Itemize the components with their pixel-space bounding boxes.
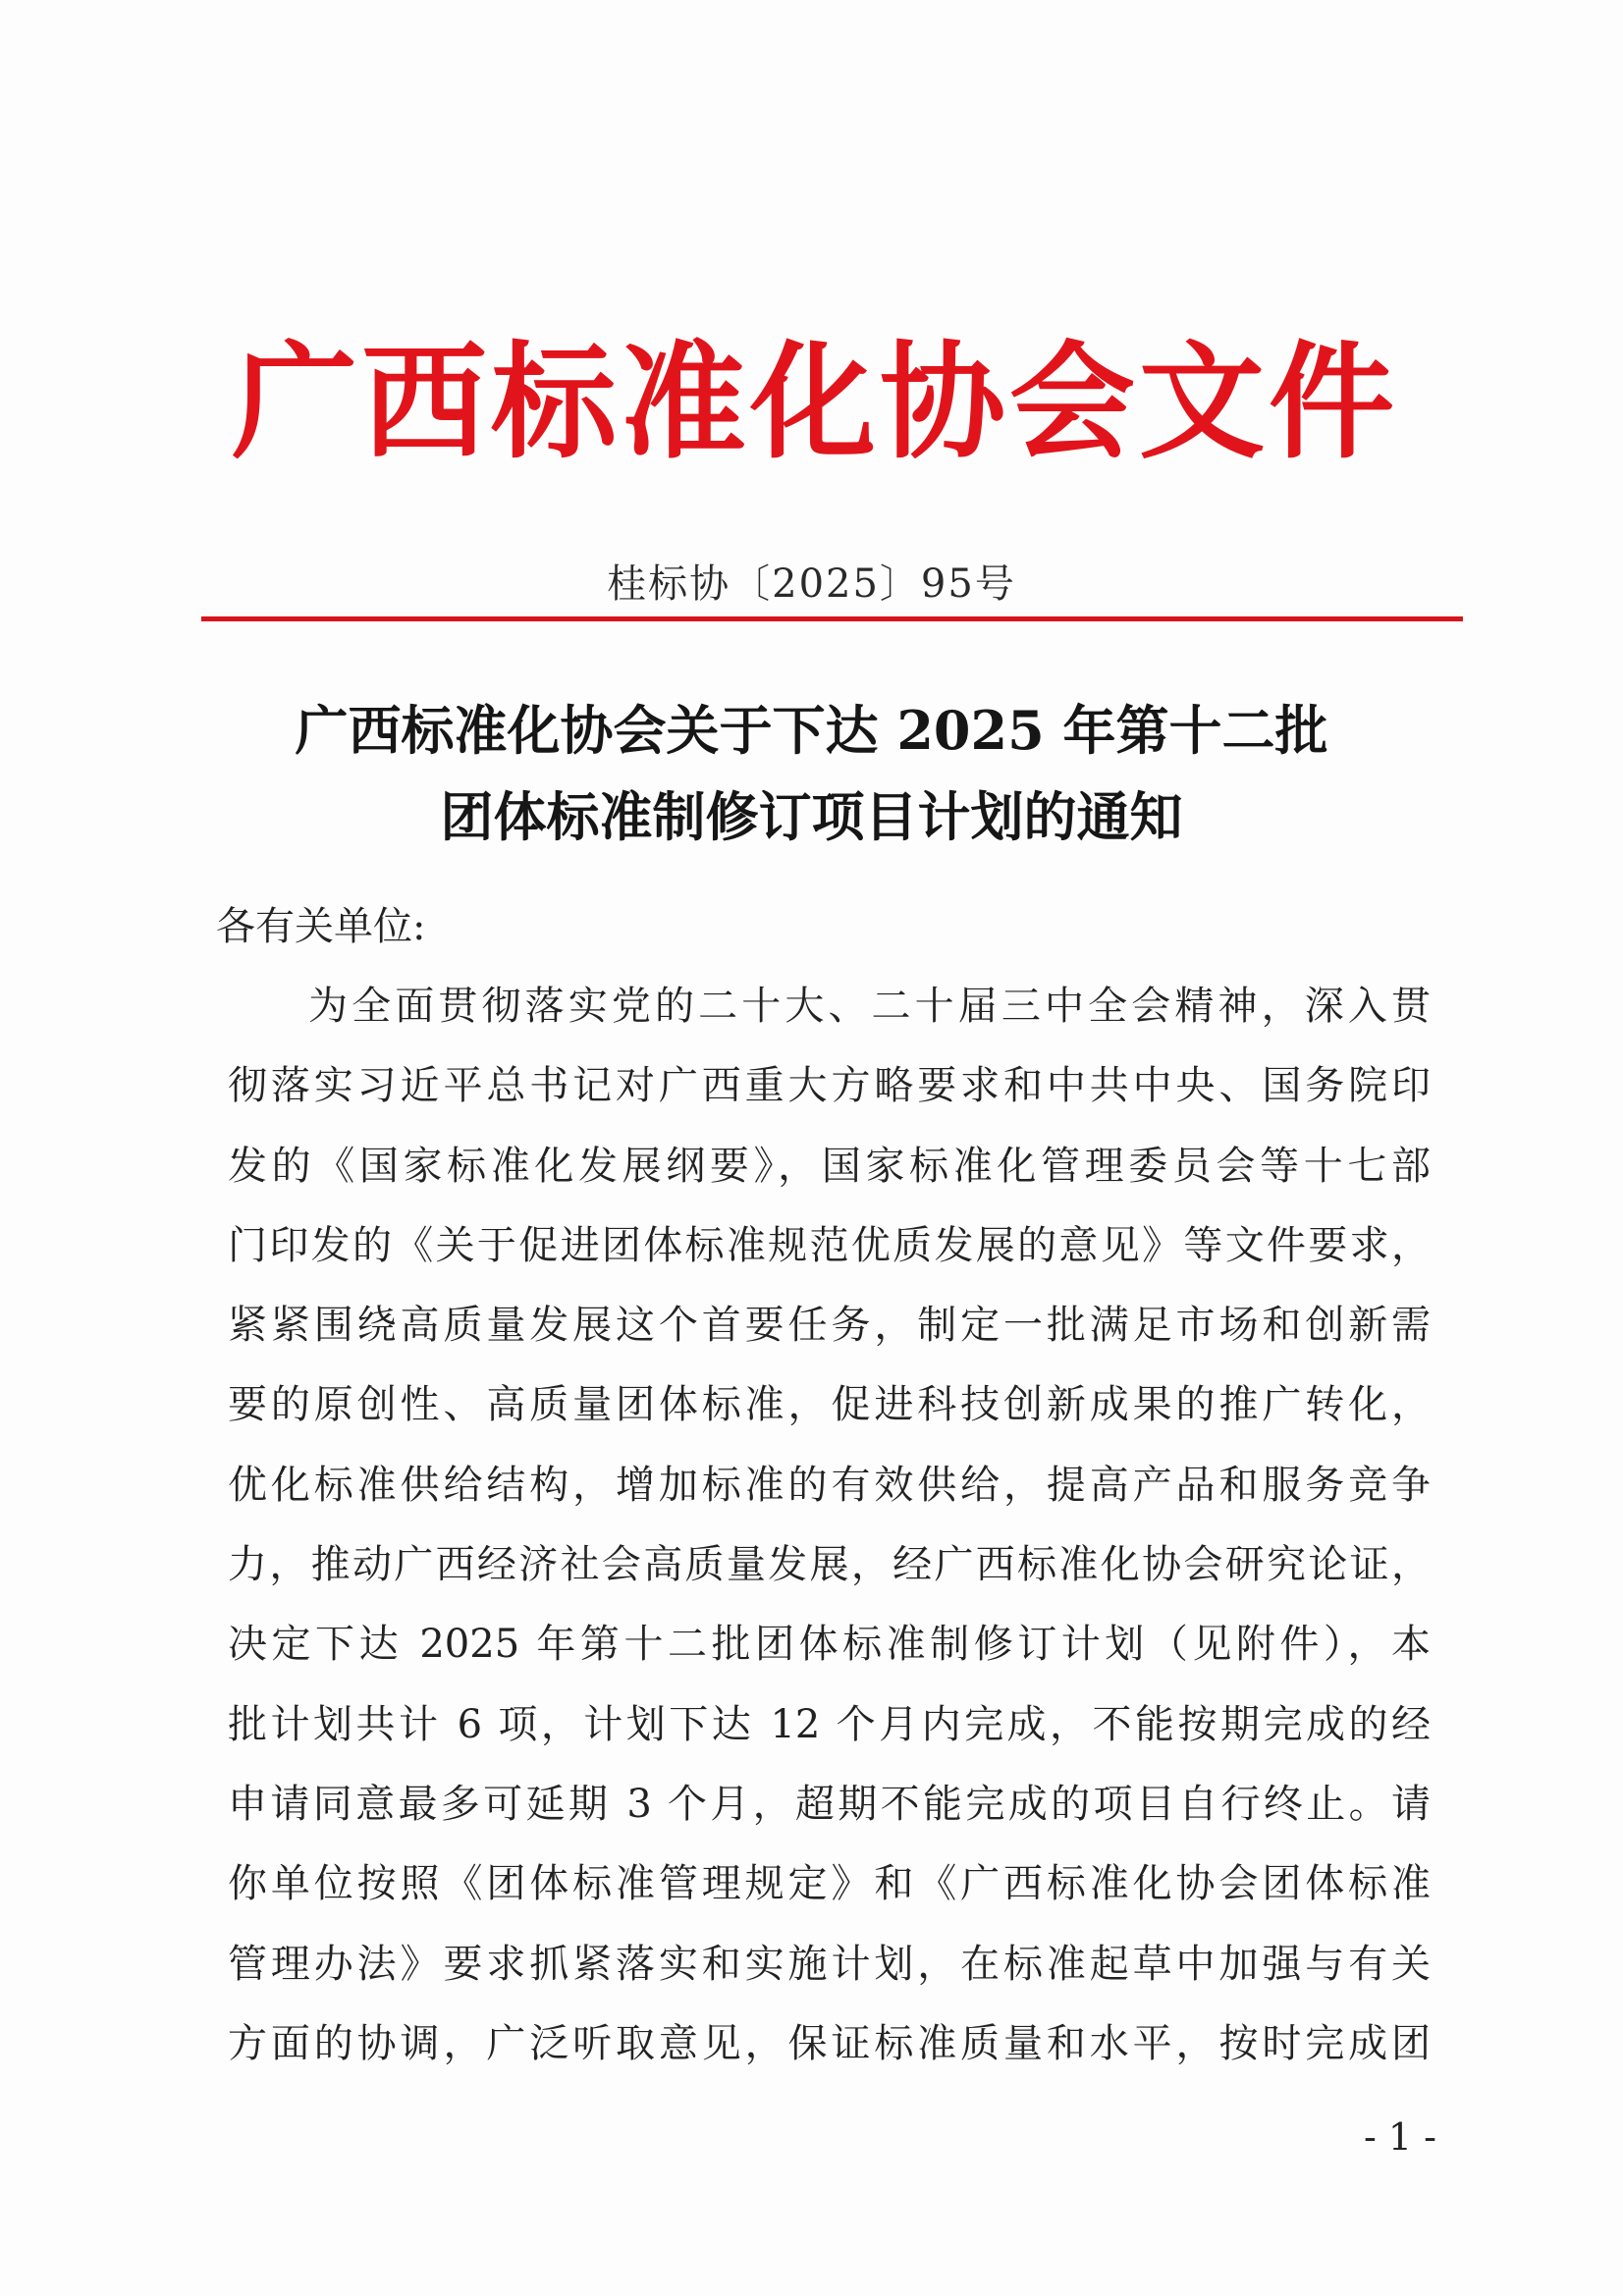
body-line: 决定下达 2025 年第十二批团体标准制修订计划（见附件），本 xyxy=(228,1622,1431,1668)
body-line: 紧紧围绕高质量发展这个首要任务，制定一批满足市场和创新需 xyxy=(228,1303,1431,1349)
body-line: 方面的协调，广泛听取意见，保证标准质量和水平，按时完成团 xyxy=(228,2020,1431,2066)
body-line: 门印发的《关于促进团体标准规范优质发展的意见》等文件要求， xyxy=(228,1222,1431,1268)
body-line: 彻落实习近平总书记对广西重大方略要求和中共中央、国务院印 xyxy=(228,1063,1431,1109)
body-line: 申请同意最多可延期 3 个月，超期不能完成的项目自行终止。请 xyxy=(228,1781,1431,1827)
body-line: 你单位按照《团体标准管理规定》和《广西标准化协会团体标准 xyxy=(228,1861,1431,1907)
body-line: 优化标准供给结构，增加标准的有效供给，提高产品和服务竞争 xyxy=(228,1462,1431,1508)
body-line: 发的《国家标准化发展纲要》，国家标准化管理委员会等十七部 xyxy=(228,1143,1431,1189)
salutation: 各有关单位: xyxy=(216,904,426,949)
red-divider-line xyxy=(201,616,1463,621)
notice-title-line-2: 团体标准制修订项目计划的通知 xyxy=(440,785,1183,848)
body-line: 力，推动广西经济社会高质量发展，经广西标准化协会研究论证， xyxy=(228,1542,1431,1588)
body-paragraph xyxy=(228,967,1431,2084)
notice-title xyxy=(0,687,1623,860)
page-number: - 1 - xyxy=(1363,2115,1436,2159)
body-line: 为全面贯彻落实党的二十大、二十届三中全会精神，深入贯 xyxy=(308,984,1431,1029)
body-line: 批计划共计 6 项，计划下达 12 个月内完成，不能按期完成的经 xyxy=(228,1701,1431,1747)
document-number: 桂标协〔2025〕95号 xyxy=(607,561,1016,607)
notice-title-line-1: 广西标准化协会关于下达 2025 年第十二批 xyxy=(295,699,1328,762)
masthead-title: 广西标准化协会文件 xyxy=(231,329,1398,476)
body-line: 管理办法》要求抓紧落实和实施计划，在标准起草中加强与有关 xyxy=(228,1941,1431,1987)
body-line: 要的原创性、高质量团体标准，促进科技创新成果的推广转化， xyxy=(228,1382,1431,1428)
